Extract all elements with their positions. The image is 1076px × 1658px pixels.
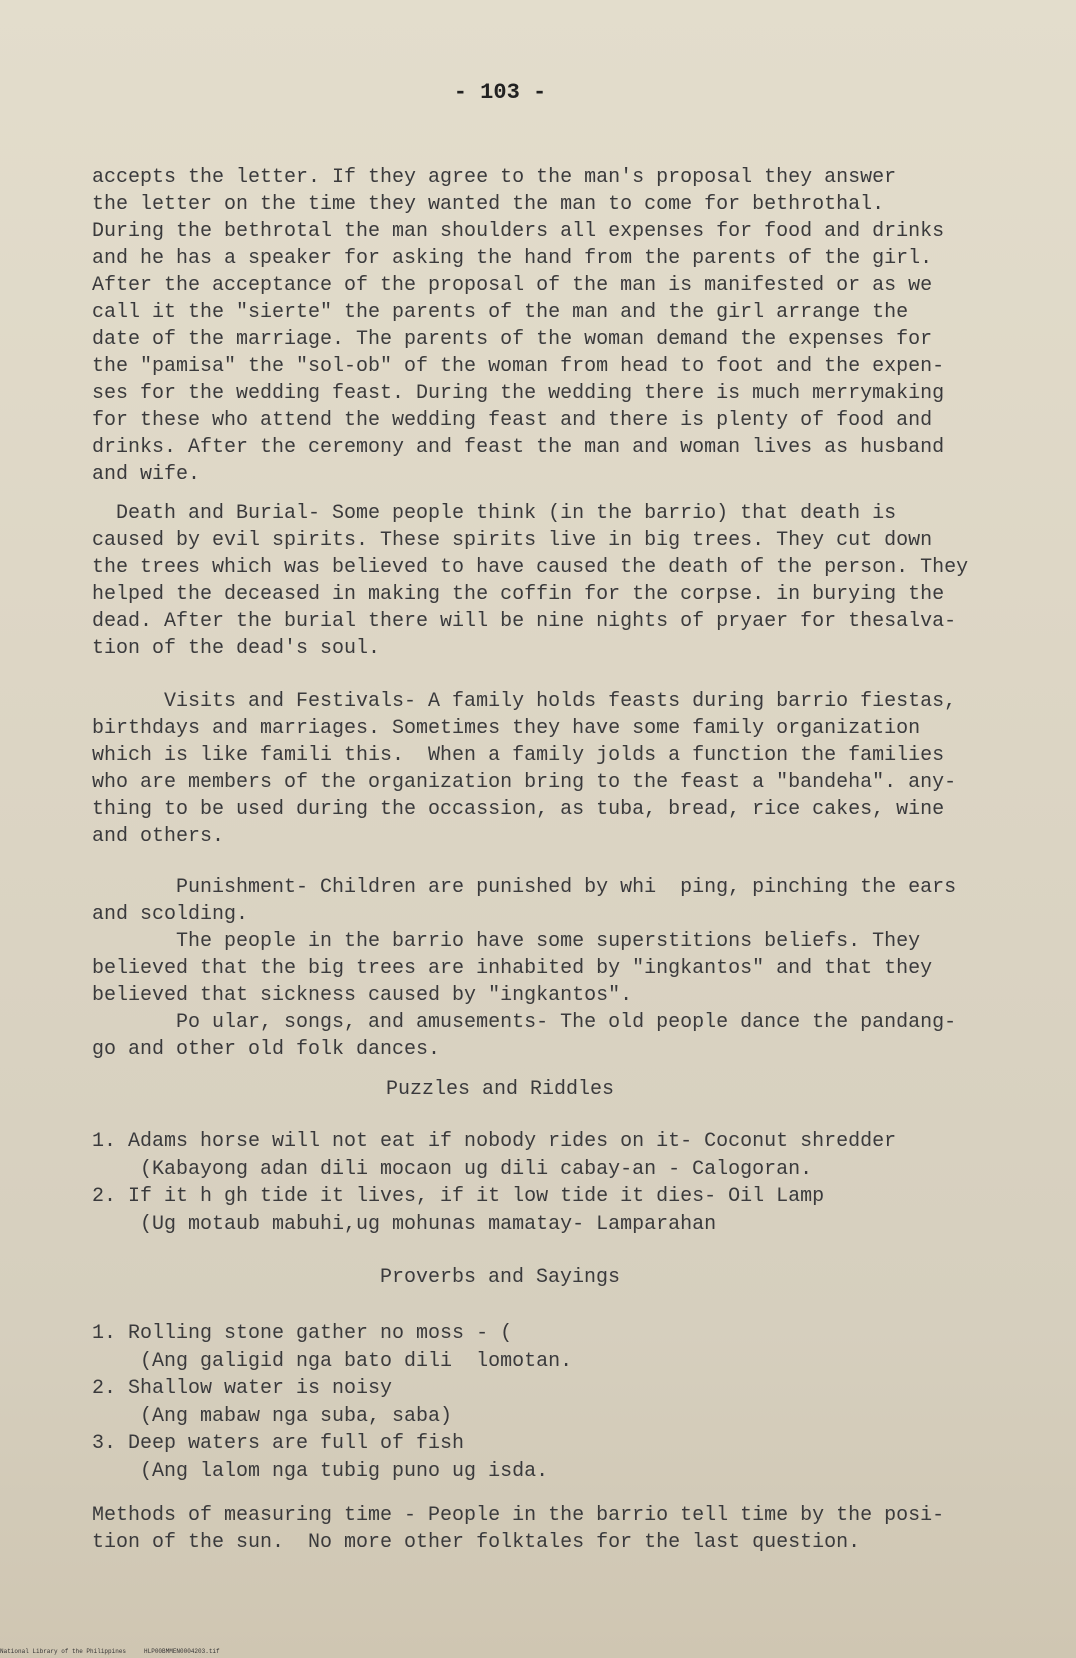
paragraph-measuring-time [92, 1502, 1032, 1556]
text-line: for these who attend the wedding feast and there is plenty of food and [92, 409, 933, 432]
list-item: (Ang mabaw nga suba, saba) [92, 1404, 453, 1428]
text-line: During the bethrotal the man shoulders all expenses for food and drinks [92, 220, 945, 243]
text-line: drinks. After the ceremony and feast the man and woman lives as husband [92, 436, 945, 459]
paragraph-death-burial [92, 500, 1032, 662]
text-line: accepts the letter. If they agree to the man's proposal they answer [92, 166, 897, 189]
archive-footer: National Library of the Philippines HLP00BMMEN0004203.tif [0, 1648, 220, 1655]
text-line: believed that sickness caused by "ingkantos". [92, 984, 633, 1007]
text-line: the "pamisa" the "sol-ob" of the woman from head to foot and the expen- [92, 355, 945, 378]
text-line: and scolding. [92, 903, 249, 926]
text-line: date of the marriage. The parents of the woman demand the expenses for [92, 328, 933, 351]
text-line: tion of the sun. No more other folktales for the last question. [92, 1531, 861, 1554]
list-item: (Ang galigid nga bato dili lomotan. [92, 1349, 573, 1373]
proverbs-list [92, 1320, 1032, 1485]
text-line: and he has a speaker for asking the hand from the parents of the girl. [92, 247, 933, 270]
paragraph-punishment-beliefs [92, 874, 1032, 1063]
list-item: 2. Shallow water is noisy [92, 1377, 393, 1400]
text-line: birthdays and marriages. Sometimes they have some family organization [92, 717, 921, 740]
text-line: Methods of measuring time - People in the barrio tell time by the posi- [92, 1504, 945, 1527]
text-line: caused by evil spirits. These spirits live in big trees. They cut down [92, 529, 933, 552]
text-line: thing to be used during the occassion, as tuba, bread, rice cakes, wine [92, 798, 945, 821]
list-item: (Ug motaub mabuhi,ug mohunas mamatay- Lamparahan [92, 1212, 717, 1236]
text-line: Po ular, songs, and amusements- The old people dance the pandang- [92, 1011, 957, 1034]
list-item: 3. Deep waters are full of fish [92, 1432, 465, 1455]
text-line: ses for the wedding feast. During the wedding there is much merrymaking [92, 382, 945, 405]
text-line: dead. After the burial there will be nine nights of pryaer for thesalva- [92, 610, 957, 633]
text-line: the letter on the time they wanted the man to come for bethrothal. [92, 193, 885, 216]
list-item: 1. Rolling stone gather no moss - ( [92, 1322, 513, 1345]
text-line: tion of the dead's soul. [92, 637, 381, 660]
text-line: and others. [92, 825, 225, 848]
heading-puzzles-riddles: Puzzles and Riddles [385, 1078, 615, 1101]
list-item: (Ang lalom nga tubig puno ug isda. [92, 1459, 549, 1483]
text-line: Punishment- Children are punished by whi ping, pinching the ears [92, 876, 957, 899]
list-item: 2. If it h gh tide it lives, if it low tide it dies- Oil Lamp [92, 1185, 825, 1208]
paragraph-marriage [92, 164, 1032, 488]
page-number: - 103 - [453, 80, 547, 105]
text-line: the trees which was believed to have caused the death of the person. They [92, 556, 969, 579]
text-line: After the acceptance of the proposal of the man is manifested or as we [92, 274, 933, 297]
text-line: The people in the barrio have some superstitions beliefs. They [92, 930, 921, 953]
heading-proverbs-sayings: Proverbs and Sayings [379, 1266, 621, 1289]
text-line: Visits and Festivals- A family holds feasts during barrio fiestas, [92, 690, 957, 713]
text-line: helped the deceased in making the coffin for the corpse. in burying the [92, 583, 945, 606]
riddles-list [92, 1128, 1032, 1238]
text-line: which is like famili this. When a family jolds a function the families [92, 744, 945, 767]
list-item: (Kabayong adan dili mocaon ug dili cabay-an - Calogoran. [92, 1157, 813, 1181]
text-line: who are members of the organization bring to the feast a "bandeha". any- [92, 771, 957, 794]
text-line: believed that the big trees are inhabited by "ingkantos" and that they [92, 957, 933, 980]
text-line: go and other old folk dances. [92, 1038, 441, 1061]
paragraph-visits-festivals [92, 688, 1032, 850]
list-item: 1. Adams horse will not eat if nobody rides on it- Coconut shredder [92, 1130, 897, 1153]
text-line: Death and Burial- Some people think (in the barrio) that death is [92, 502, 897, 525]
text-line: and wife. [92, 463, 201, 486]
text-line: call it the "sierte" the parents of the man and the girl arrange the [92, 301, 909, 324]
